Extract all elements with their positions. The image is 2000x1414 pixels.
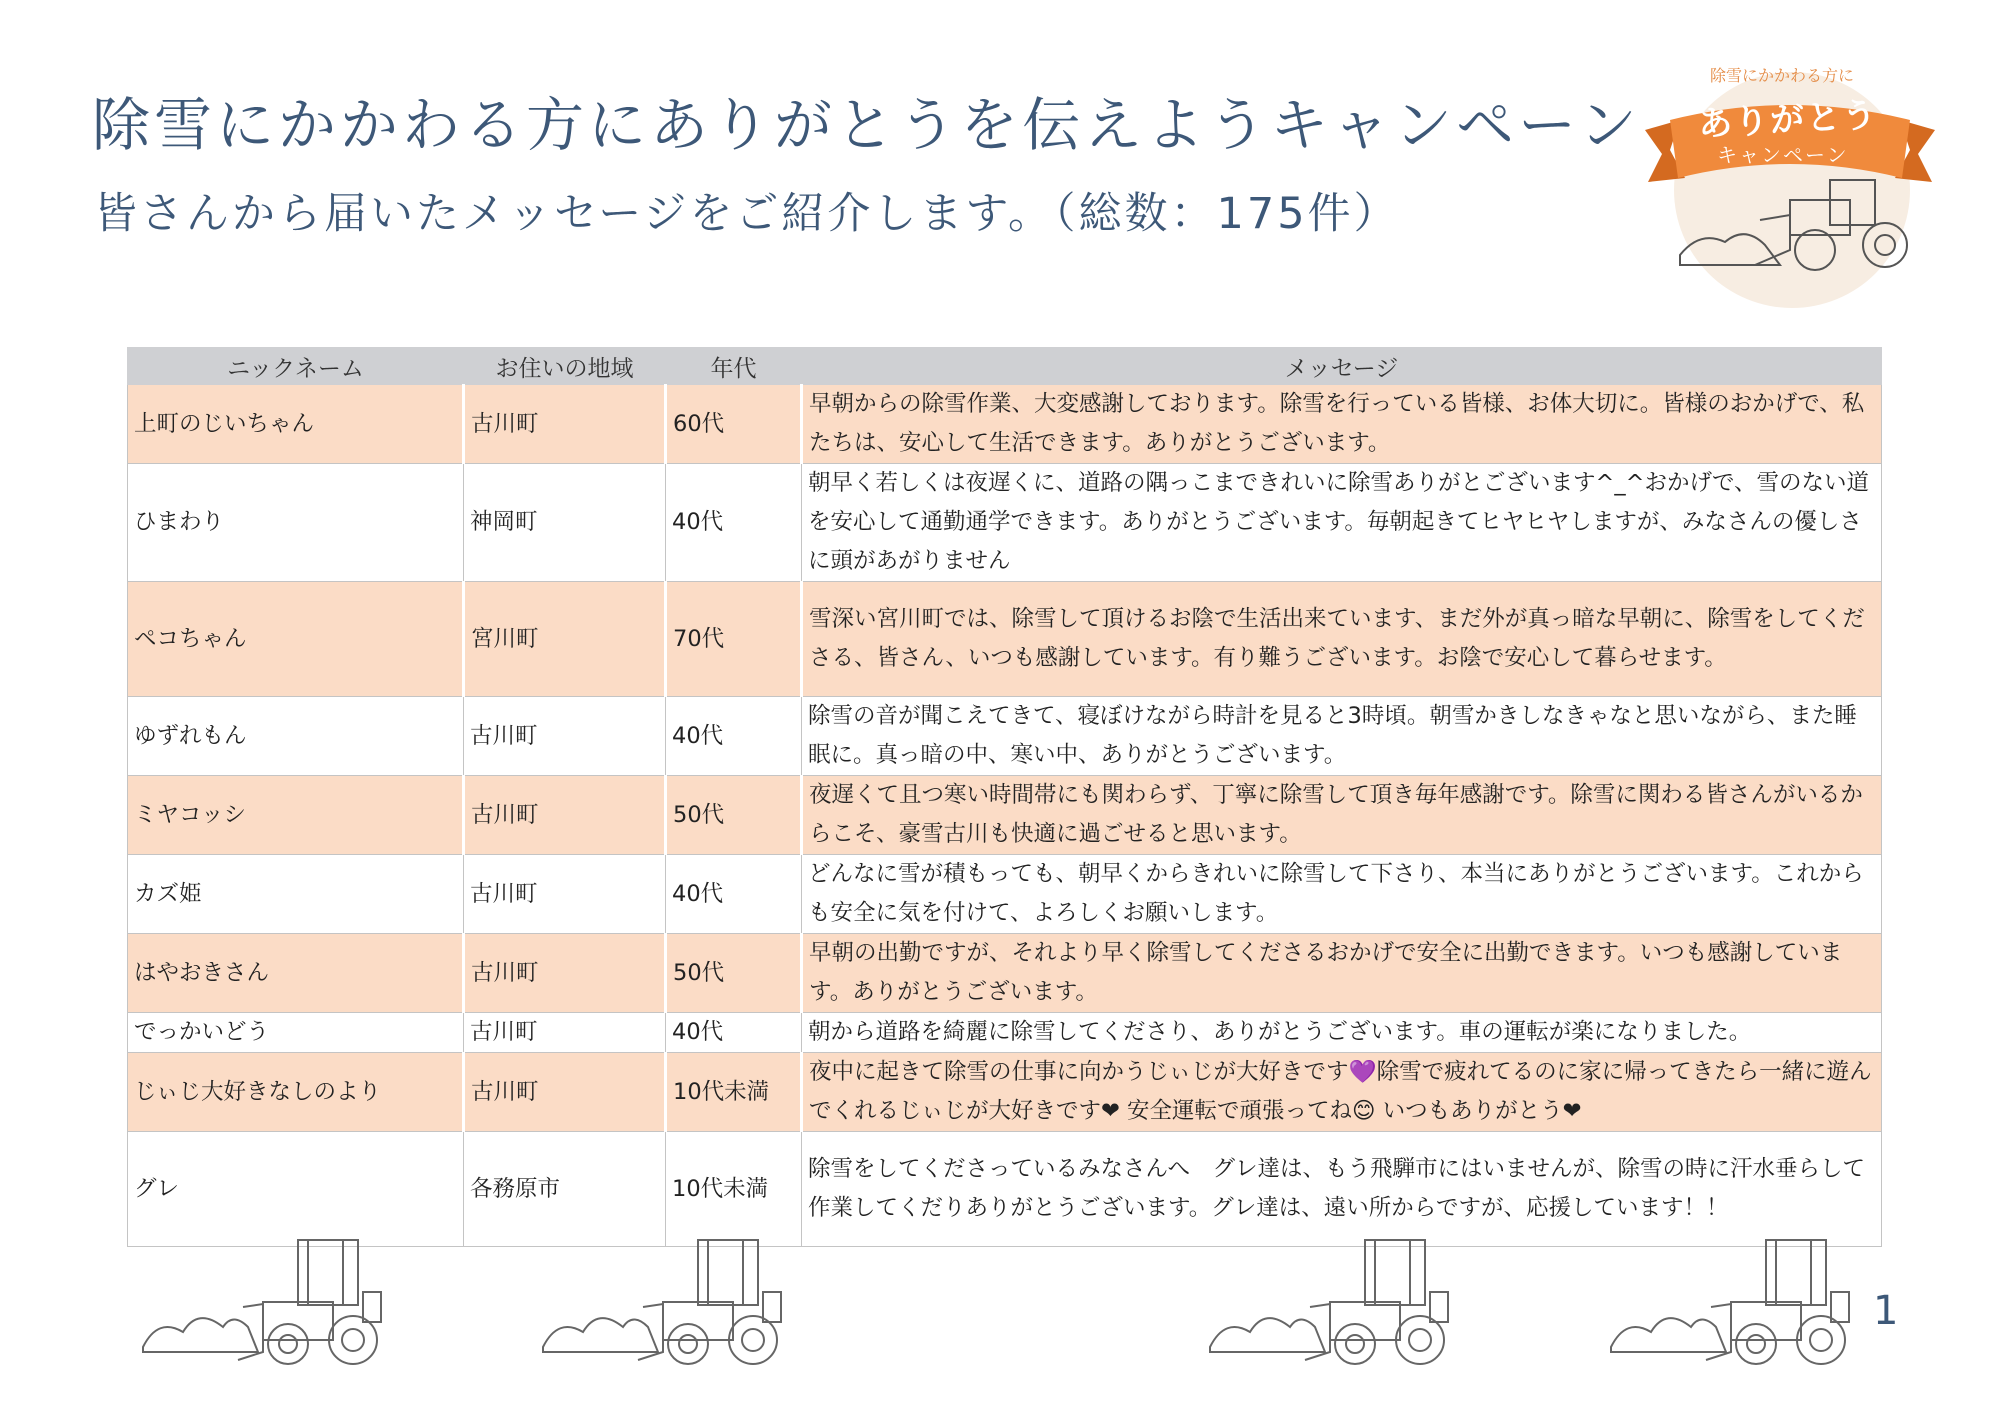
cell-region: 神岡町: [464, 464, 666, 582]
cell-region: 古川町: [464, 697, 666, 776]
cell-nickname: 上町のじいちゃん: [128, 385, 464, 464]
table-row: [128, 1013, 1882, 1053]
cell-message: 除雪をしてくださっているみなさんへ グレ達は、もう飛騨市にはいませんが、除雪の時に汗水垂らして作業してくだりありがとうございます。グレ達は、遠い所からですが、応援しています！！: [802, 1132, 1882, 1247]
cell-nickname: ミヤコッシ: [128, 776, 464, 855]
table-row: [128, 385, 1882, 464]
logo-sub-text: キャンペーン: [1717, 143, 1849, 167]
snowplow-illustration: [1606, 1232, 1856, 1367]
cell-age: 40代: [666, 464, 802, 582]
messages-table: [127, 347, 1882, 1247]
cell-nickname: じぃじ大好きなしのより: [128, 1053, 464, 1132]
logo-top-text: 除雪にかかわる方に: [1710, 66, 1855, 85]
cell-age: 60代: [666, 385, 802, 464]
cell-message: 夜中に起きて除雪の仕事に向かうじぃじが大好きです💜除雪で疲れてるのに家に帰ってきたら一緒に遊んでくれるじぃじが大好きです❤︎ 安全運転で頑張ってね😊 いつもありがとう❤︎: [802, 1053, 1882, 1132]
cell-message: 雪深い宮川町では、除雪して頂けるお陰で生活出来ています、まだ外が真っ暗な早朝に、除雪をしてくださる、皆さん、いつも感謝しています。有り難うございます。お陰で安心して暮らせます。: [802, 582, 1882, 697]
cell-nickname: でっかいどう: [128, 1013, 464, 1053]
cell-nickname: はやおきさん: [128, 934, 464, 1013]
table-row: [128, 855, 1882, 934]
cell-message: 夜遅くて且つ寒い時間帯にも関わらず、丁寧に除雪して頂き毎年感謝です。除雪に関わる皆さんがいるからこそ、豪雪古川も快適に過ごせると思います。: [802, 776, 1882, 855]
cell-nickname: ひまわり: [128, 464, 464, 582]
table-row: [128, 464, 1882, 582]
cell-message: 朝から道路を綺麗に除雪してくださり、ありがとうございます。車の運転が楽になりました。: [802, 1013, 1882, 1053]
cell-age: 10代未満: [666, 1053, 802, 1132]
cell-age: 10代未満: [666, 1132, 802, 1247]
cell-region: 古川町: [464, 776, 666, 855]
header-age: 年代: [666, 348, 802, 385]
logo-main-text: ありがとう: [1697, 95, 1880, 145]
table-row: [128, 697, 1882, 776]
cell-nickname: カズ姫: [128, 855, 464, 934]
cell-message: 早朝の出勤ですが、それより早く除雪してくださるおかげで安全に出勤できます。いつも感謝しています。ありがとうございます。: [802, 934, 1882, 1013]
cell-region: 古川町: [464, 934, 666, 1013]
header-message: メッセージ: [802, 348, 1882, 385]
table-row: [128, 1053, 1882, 1132]
cell-region: 古川町: [464, 1013, 666, 1053]
cell-message: 早朝からの除雪作業、大変感謝しております。除雪を行っている皆様、お体大切に。皆様のおかげで、私たちは、安心して生活できます。ありがとうございます。: [802, 385, 1882, 464]
page-title: 除雪にかかわる方にありがとうを伝えようキャンペーン: [92, 91, 1641, 159]
cell-nickname: ゆずれもん: [128, 697, 464, 776]
cell-region: 宮川町: [464, 582, 666, 697]
cell-message: どんなに雪が積もっても、朝早くからきれいに除雪して下さり、本当にありがとうございます。これからも安全に気を付けて、よろしくお願いします。: [802, 855, 1882, 934]
header-region: お住いの地域: [464, 348, 666, 385]
cell-region: 古川町: [464, 385, 666, 464]
header-nickname: ニックネーム: [128, 348, 464, 385]
cell-nickname: ペコちゃん: [128, 582, 464, 697]
campaign-logo: [1640, 50, 1940, 310]
page-subtitle: 皆さんから届いたメッセージをご紹介します。（総数：175件）: [94, 189, 1400, 239]
cell-age: 40代: [666, 855, 802, 934]
cell-age: 40代: [666, 697, 802, 776]
snowplow-illustration: [138, 1232, 388, 1367]
table-row: [128, 582, 1882, 697]
snowplow-illustration: [1205, 1232, 1455, 1367]
logo-graphic: [1640, 50, 1940, 310]
table-row: [128, 776, 1882, 855]
table-row: [128, 934, 1882, 1013]
cell-nickname: グレ: [128, 1132, 464, 1247]
cell-region: 各務原市: [464, 1132, 666, 1247]
cell-age: 50代: [666, 934, 802, 1013]
table-header-row: [128, 348, 1882, 385]
cell-region: 古川町: [464, 1053, 666, 1132]
cell-age: 70代: [666, 582, 802, 697]
snowplow-illustration: [538, 1232, 788, 1367]
cell-message: 除雪の音が聞こえてきて、寝ぼけながら時計を見ると3時頃。朝雪かきしなきゃなと思いながら、また睡眠に。真っ暗の中、寒い中、ありがとうございます。: [802, 697, 1882, 776]
page-number: 1: [1873, 1288, 1899, 1334]
cell-message: 朝早く若しくは夜遅くに、道路の隅っこまできれいに除雪ありがとございます^_^おかげで、雪のない道を安心して通勤通学できます。ありがとうございます。毎朝起きてヒヤヒヤしますが、みなさんの優しさに頭があがりません: [802, 464, 1882, 582]
cell-region: 古川町: [464, 855, 666, 934]
cell-age: 50代: [666, 776, 802, 855]
cell-age: 40代: [666, 1013, 802, 1053]
table-row: [128, 1132, 1882, 1247]
